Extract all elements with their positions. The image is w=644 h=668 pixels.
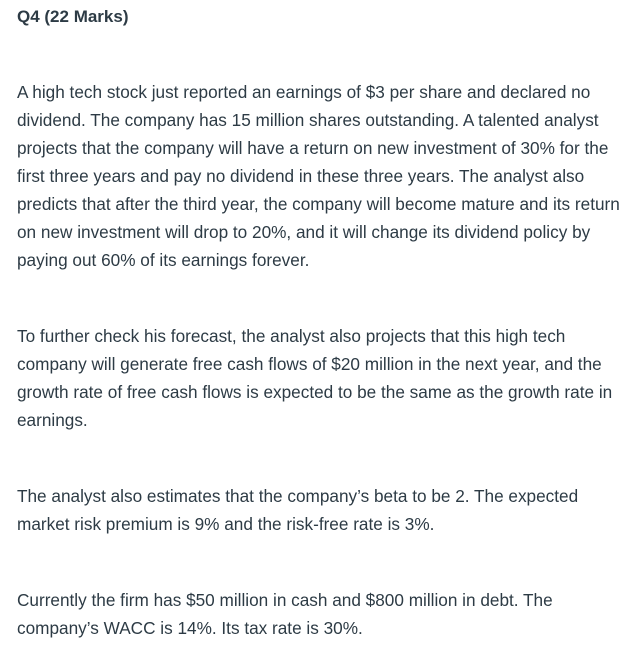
paragraph-cash-debt: Currently the firm has $50 million in cash and $800 million in debt. The company’s WACC is 14%. Its tax rate is 30%. bbox=[17, 590, 553, 638]
question-title: Q4 (22 Marks) bbox=[17, 7, 129, 26]
paragraph-free-cash-flow: To further check his forecast, the analyst also projects that this high tech company will generate free cash flows of $20 million in the next year, and the growth rate of free cash flows is expected to be the same as the growth rate in earnings. bbox=[17, 326, 613, 430]
paragraph-earnings-projection: A high tech stock just reported an earnings of $3 per share and declared no dividend. The company has 15 million shares outstanding. A talented analyst projects that the company will have a return on new investment of 30% for the first three years and pay no dividend in these three years. The analyst also predicts that after the third year, the company will become mature and its return on new investment will drop to 20%, and it will change its dividend policy by paying out 60% of its earnings forever. bbox=[17, 82, 620, 270]
paragraph-beta-risk: The analyst also estimates that the company’s beta to be 2. The expected market risk premium is 9% and the risk-free rate is 3%. bbox=[17, 486, 579, 534]
